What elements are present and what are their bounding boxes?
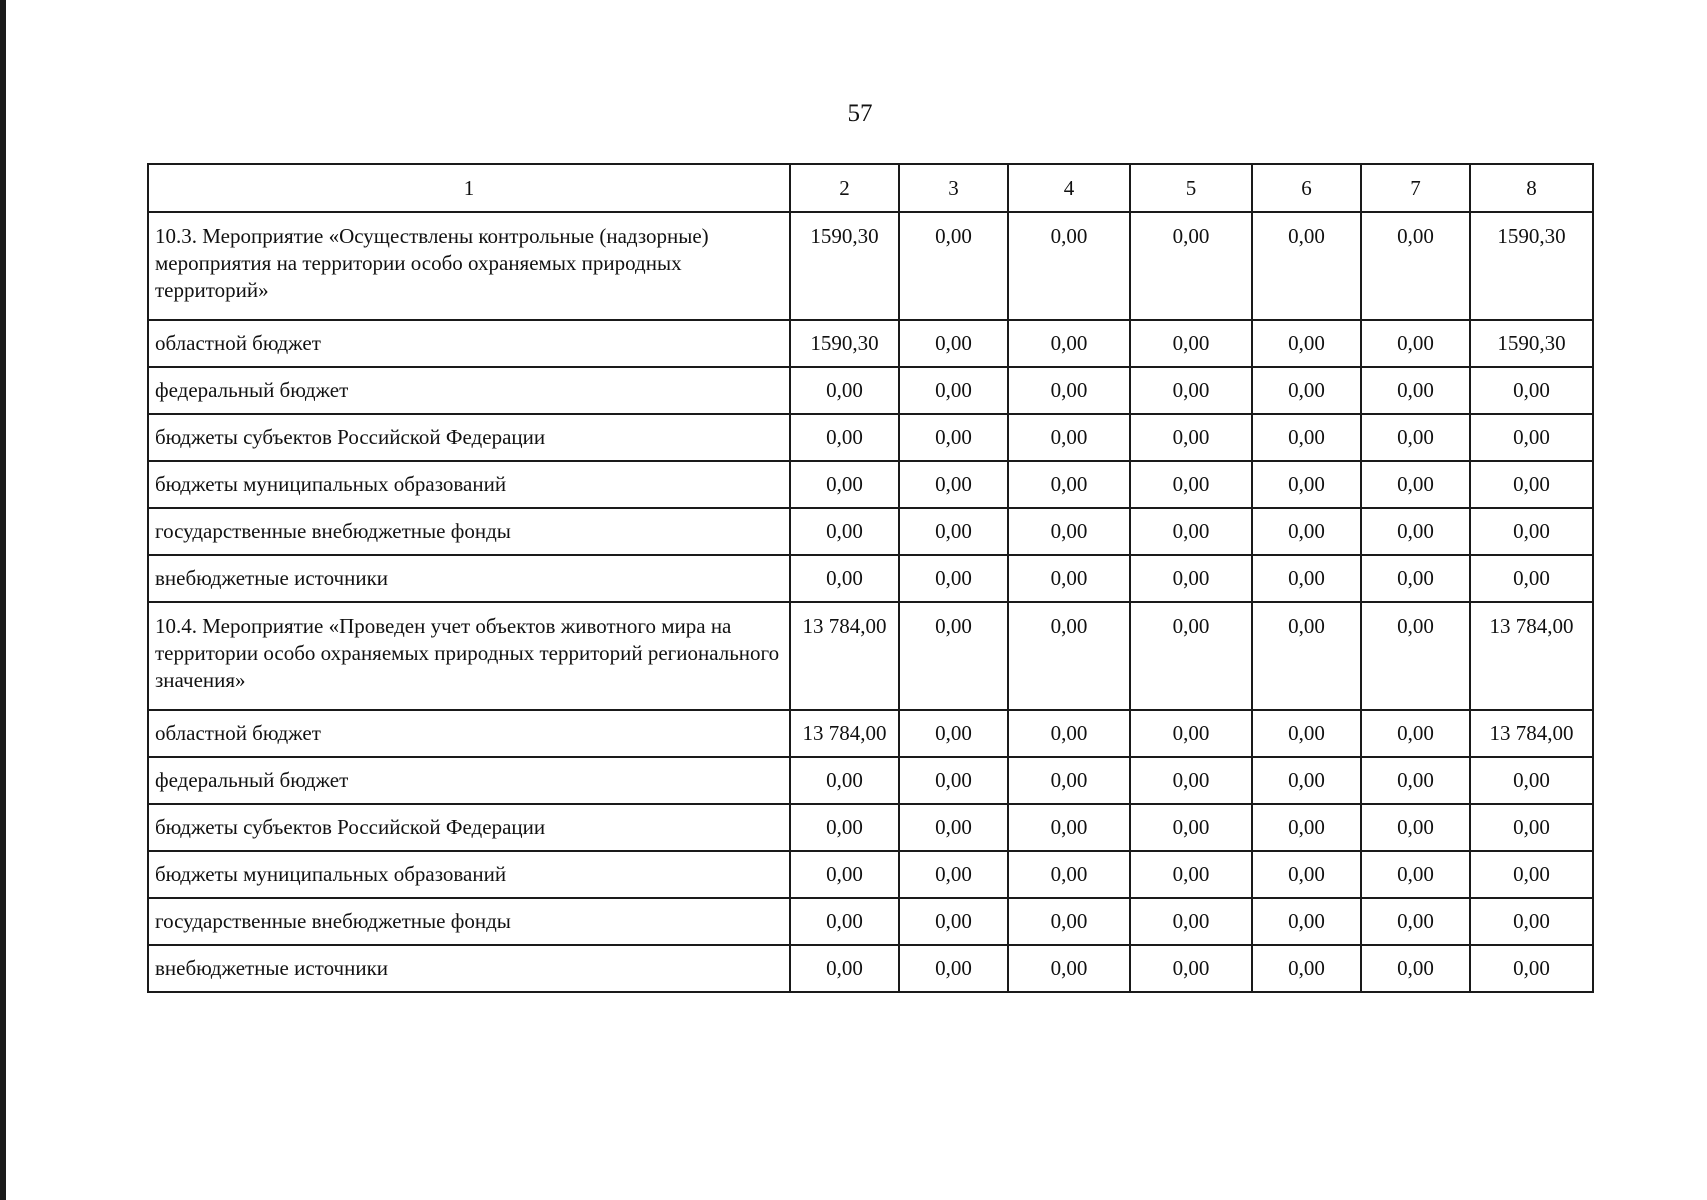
amount-cell: 0,00 (790, 898, 899, 945)
funding-source-label: бюджеты муниципальных образований (148, 851, 790, 898)
amount-cell: 0,00 (790, 367, 899, 414)
amount-cell: 0,00 (1252, 898, 1361, 945)
amount-cell: 0,00 (899, 757, 1008, 804)
funding-source-row (148, 414, 1593, 461)
funding-source-label: государственные внебюджетные фонды (148, 508, 790, 555)
funding-source-label: федеральный бюджет (148, 367, 790, 414)
funding-source-row (148, 945, 1593, 992)
amount-cell: 0,00 (790, 851, 899, 898)
amount-cell: 0,00 (1470, 945, 1593, 992)
amount-cell: 0,00 (1252, 461, 1361, 508)
amount-cell: 0,00 (1470, 461, 1593, 508)
amount-cell: 0,00 (1008, 555, 1130, 602)
amount-cell: 0,00 (790, 757, 899, 804)
amount-cell: 0,00 (1470, 804, 1593, 851)
amount-cell: 0,00 (790, 555, 899, 602)
funding-source-row (148, 898, 1593, 945)
amount-cell: 0,00 (1008, 945, 1130, 992)
funding-source-row (148, 508, 1593, 555)
amount-cell: 0,00 (1008, 367, 1130, 414)
amount-cell: 0,00 (1130, 555, 1252, 602)
amount-cell: 0,00 (1470, 898, 1593, 945)
amount-cell: 0,00 (1470, 851, 1593, 898)
funding-source-label: внебюджетные источники (148, 945, 790, 992)
amount-cell: 13 784,00 (790, 710, 899, 757)
amount-cell: 0,00 (899, 945, 1008, 992)
funding-source-row (148, 710, 1593, 757)
measure-row (148, 212, 1593, 320)
amount-cell: 0,00 (1130, 367, 1252, 414)
amount-cell: 0,00 (1130, 710, 1252, 757)
amount-cell: 0,00 (1470, 555, 1593, 602)
amount-cell: 0,00 (1130, 757, 1252, 804)
amount-cell: 0,00 (1252, 555, 1361, 602)
amount-cell: 0,00 (1252, 602, 1361, 710)
amount-cell: 0,00 (1252, 212, 1361, 320)
amount-cell: 0,00 (899, 414, 1008, 461)
table-header (148, 164, 1593, 212)
amount-cell: 0,00 (1130, 508, 1252, 555)
column-header: 8 (1470, 164, 1593, 212)
table-body (148, 212, 1593, 992)
amount-cell: 0,00 (1361, 367, 1470, 414)
measure-title: 10.4. Мероприятие «Проведен учет объектов животного мира на территории особо охраняемых природных территорий регионального значения» (148, 602, 790, 710)
funding-source-row (148, 367, 1593, 414)
amount-cell: 0,00 (1008, 602, 1130, 710)
amount-cell: 0,00 (1361, 555, 1470, 602)
funding-source-label: бюджеты субъектов Российской Федерации (148, 414, 790, 461)
amount-cell: 0,00 (1252, 508, 1361, 555)
funding-source-row (148, 804, 1593, 851)
amount-cell: 0,00 (1361, 804, 1470, 851)
amount-cell: 0,00 (899, 320, 1008, 367)
amount-cell: 1590,30 (1470, 212, 1593, 320)
funding-source-label: областной бюджет (148, 710, 790, 757)
column-header: 2 (790, 164, 899, 212)
column-header: 1 (148, 164, 790, 212)
amount-cell: 0,00 (1252, 320, 1361, 367)
amount-cell: 0,00 (1008, 461, 1130, 508)
amount-cell: 0,00 (1361, 461, 1470, 508)
amount-cell: 0,00 (1470, 757, 1593, 804)
funding-source-label: областной бюджет (148, 320, 790, 367)
amount-cell: 0,00 (899, 212, 1008, 320)
funding-source-label: внебюджетные источники (148, 555, 790, 602)
amount-cell: 0,00 (1361, 212, 1470, 320)
amount-cell: 0,00 (899, 804, 1008, 851)
amount-cell: 0,00 (1130, 898, 1252, 945)
amount-cell: 0,00 (899, 461, 1008, 508)
amount-cell: 1590,30 (790, 320, 899, 367)
amount-cell: 0,00 (1130, 602, 1252, 710)
amount-cell: 0,00 (1008, 851, 1130, 898)
amount-cell: 0,00 (1361, 757, 1470, 804)
column-header: 6 (1252, 164, 1361, 212)
amount-cell: 13 784,00 (1470, 710, 1593, 757)
scan-edge (0, 0, 6, 1200)
amount-cell: 0,00 (790, 508, 899, 555)
budget-table (147, 163, 1594, 993)
amount-cell: 0,00 (1361, 602, 1470, 710)
funding-source-row (148, 320, 1593, 367)
amount-cell: 0,00 (1008, 508, 1130, 555)
amount-cell: 0,00 (1130, 804, 1252, 851)
amount-cell: 1590,30 (790, 212, 899, 320)
amount-cell: 0,00 (899, 555, 1008, 602)
column-header: 5 (1130, 164, 1252, 212)
amount-cell: 0,00 (1470, 414, 1593, 461)
amount-cell: 0,00 (1252, 414, 1361, 461)
amount-cell: 0,00 (1008, 898, 1130, 945)
funding-source-row (148, 851, 1593, 898)
funding-source-row (148, 555, 1593, 602)
amount-cell: 13 784,00 (790, 602, 899, 710)
amount-cell: 13 784,00 (1470, 602, 1593, 710)
amount-cell: 0,00 (1130, 945, 1252, 992)
amount-cell: 0,00 (1008, 414, 1130, 461)
amount-cell: 0,00 (899, 367, 1008, 414)
amount-cell: 0,00 (899, 898, 1008, 945)
column-header: 4 (1008, 164, 1130, 212)
funding-source-label: федеральный бюджет (148, 757, 790, 804)
amount-cell: 0,00 (1008, 212, 1130, 320)
amount-cell: 0,00 (1252, 710, 1361, 757)
amount-cell: 0,00 (1130, 414, 1252, 461)
amount-cell: 0,00 (790, 461, 899, 508)
amount-cell: 1590,30 (1470, 320, 1593, 367)
amount-cell: 0,00 (790, 804, 899, 851)
funding-source-label: бюджеты муниципальных образований (148, 461, 790, 508)
amount-cell: 0,00 (899, 508, 1008, 555)
amount-cell: 0,00 (1361, 710, 1470, 757)
measure-title: 10.3. Мероприятие «Осуществлены контрольные (надзорные) мероприятия на территории особо охраняемых природных территорий» (148, 212, 790, 320)
measure-row (148, 602, 1593, 710)
amount-cell: 0,00 (1008, 757, 1130, 804)
amount-cell: 0,00 (1361, 320, 1470, 367)
column-header: 7 (1361, 164, 1470, 212)
amount-cell: 0,00 (1470, 508, 1593, 555)
amount-cell: 0,00 (1008, 804, 1130, 851)
amount-cell: 0,00 (1252, 945, 1361, 992)
amount-cell: 0,00 (1130, 320, 1252, 367)
amount-cell: 0,00 (899, 602, 1008, 710)
amount-cell: 0,00 (1361, 945, 1470, 992)
funding-source-row (148, 757, 1593, 804)
header-row (148, 164, 1593, 212)
amount-cell: 0,00 (1252, 851, 1361, 898)
amount-cell: 0,00 (1361, 414, 1470, 461)
column-header: 3 (899, 164, 1008, 212)
amount-cell: 0,00 (899, 710, 1008, 757)
funding-source-label: государственные внебюджетные фонды (148, 898, 790, 945)
amount-cell: 0,00 (1008, 710, 1130, 757)
amount-cell: 0,00 (790, 414, 899, 461)
amount-cell: 0,00 (1130, 212, 1252, 320)
amount-cell: 0,00 (1252, 757, 1361, 804)
amount-cell: 0,00 (1008, 320, 1130, 367)
amount-cell: 0,00 (790, 945, 899, 992)
amount-cell: 0,00 (1361, 508, 1470, 555)
amount-cell: 0,00 (1130, 461, 1252, 508)
funding-source-label: бюджеты субъектов Российской Федерации (148, 804, 790, 851)
funding-source-row (148, 461, 1593, 508)
amount-cell: 0,00 (1252, 804, 1361, 851)
amount-cell: 0,00 (899, 851, 1008, 898)
page-number: 57 (847, 100, 873, 127)
amount-cell: 0,00 (1361, 851, 1470, 898)
amount-cell: 0,00 (1361, 898, 1470, 945)
amount-cell: 0,00 (1130, 851, 1252, 898)
amount-cell: 0,00 (1252, 367, 1361, 414)
amount-cell: 0,00 (1470, 367, 1593, 414)
